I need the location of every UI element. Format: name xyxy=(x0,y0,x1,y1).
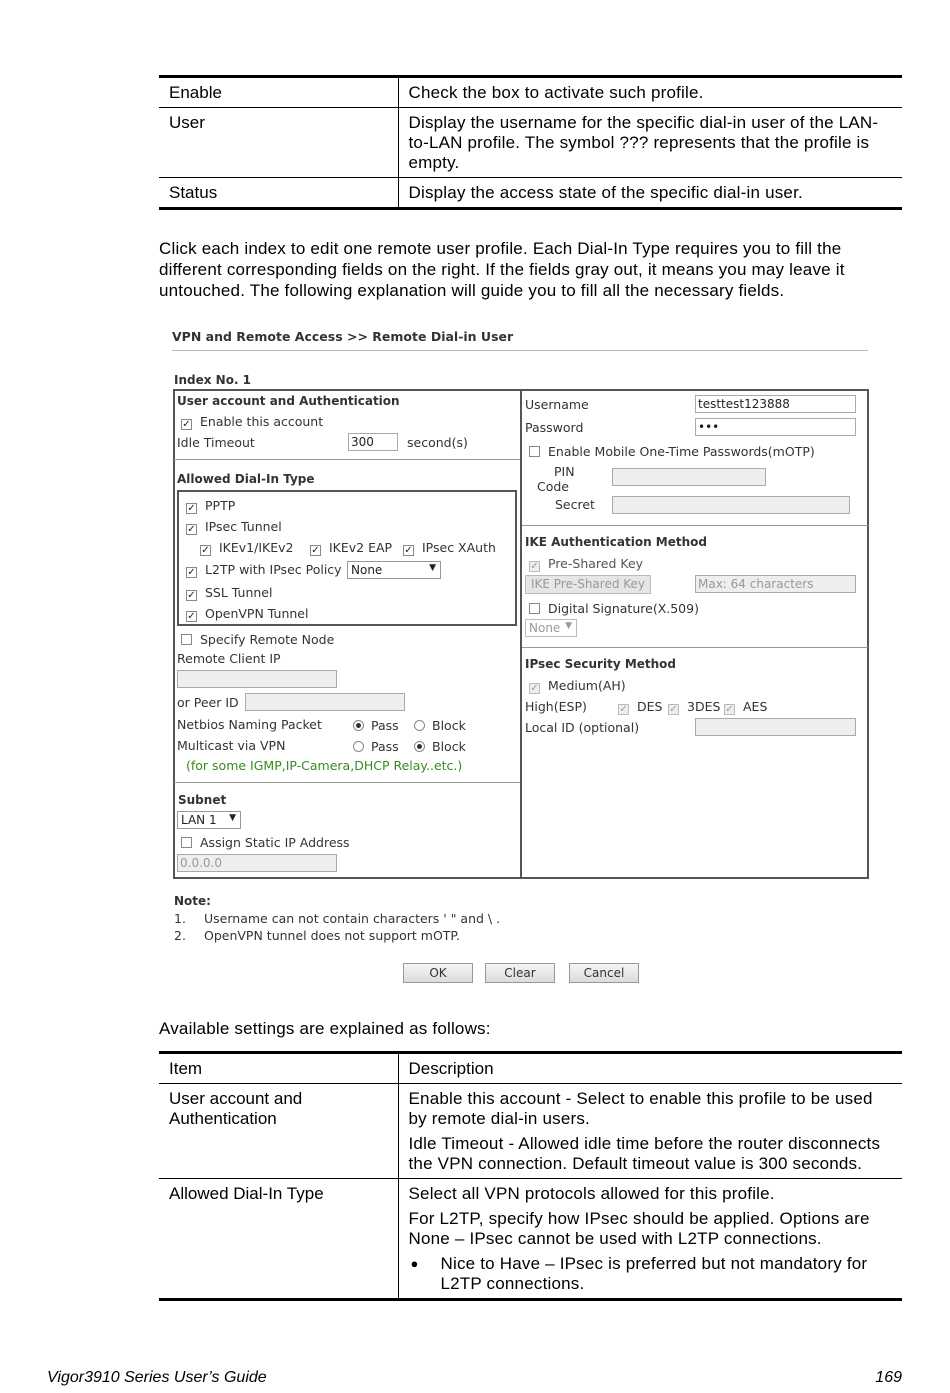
breadcrumb: VPN and Remote Access >> Remote Dial-in User xyxy=(172,329,514,344)
openvpn-checkbox[interactable]: ✓ xyxy=(187,611,196,622)
allowed-section-title: Allowed Dial-In Type xyxy=(177,472,315,486)
netbios-pass-radio[interactable] xyxy=(353,720,364,731)
ike-section-title: IKE Authentication Method xyxy=(525,535,707,549)
table-header-row xyxy=(159,1053,902,1084)
table-cell-desc: Check the box to activate such profile. xyxy=(398,77,902,108)
note-item: 2. OpenVPN tunnel does not support mOTP. xyxy=(174,928,460,943)
page-number: 169 xyxy=(875,1369,902,1386)
aes-option[interactable]: ✓ AES xyxy=(725,699,768,715)
table-cell-item: User xyxy=(159,108,398,178)
ikev1-option[interactable]: ✓ IKEv1/IKEv2 xyxy=(201,540,294,556)
3des-checkbox[interactable]: ✓ xyxy=(669,704,678,715)
l2tp-option[interactable]: ✓ L2TP with IPsec Policy xyxy=(187,562,342,578)
pre-shared-checkbox[interactable]: ✓ xyxy=(530,561,539,572)
table-row xyxy=(159,178,902,209)
multicast-block-radio[interactable] xyxy=(414,741,425,752)
ipsec-tunnel-checkbox[interactable]: ✓ xyxy=(187,524,196,535)
divider xyxy=(522,525,868,526)
router-screenshot xyxy=(160,320,880,990)
intro-paragraph: Click each index to edit one remote user profile. Each Dial-In Type requires you to fill the different corresponding fields on the right. If the fields gray out, it means you may leave it untouched. The following explanation will guide you to fill all the necessary fields. xyxy=(159,239,845,300)
ipsec-section-title: IPsec Security Method xyxy=(525,657,677,671)
desc-paragraph: Select all VPN protocols allowed for this profile. xyxy=(408,1184,775,1203)
multicast-pass-option[interactable]: Pass xyxy=(353,739,399,754)
enable-account-checkbox[interactable]: ✓ xyxy=(182,419,191,430)
chevron-down-icon: ▼ xyxy=(429,563,436,573)
subnet-select[interactable]: LAN 1 ▼ xyxy=(177,811,241,829)
pin-label: PIN xyxy=(554,464,575,479)
ike-psk-button[interactable]: IKE Pre-Shared Key xyxy=(525,575,651,594)
psk-input[interactable]: Max: 64 characters xyxy=(695,575,856,593)
idle-timeout-input[interactable]: 300 xyxy=(348,433,398,451)
ikev2-eap-checkbox[interactable]: ✓ xyxy=(311,545,320,556)
subnet-section-title: Subnet xyxy=(178,793,227,807)
specify-remote-checkbox[interactable] xyxy=(181,634,192,645)
chevron-down-icon: ▼ xyxy=(565,621,572,631)
password-label: Password xyxy=(525,420,584,435)
chevron-down-icon: ▼ xyxy=(229,813,236,823)
table-row xyxy=(159,108,902,178)
multicast-pass-radio[interactable] xyxy=(353,741,364,752)
ikev1-checkbox[interactable]: ✓ xyxy=(201,545,210,556)
medium-ah-checkbox[interactable]: ✓ xyxy=(530,683,539,694)
available-settings-text: Available settings are explained as follows: xyxy=(159,1019,491,1038)
netbios-label: Netbios Naming Packet xyxy=(177,717,322,732)
des-checkbox[interactable]: ✓ xyxy=(619,704,628,715)
table-cell-item: User account and Authentication xyxy=(159,1084,398,1179)
assign-static-checkbox[interactable] xyxy=(181,837,192,848)
local-id-input[interactable] xyxy=(695,718,856,736)
ipsec-tunnel-option[interactable]: ✓ IPsec Tunnel xyxy=(187,519,282,535)
ssl-tunnel-checkbox[interactable]: ✓ xyxy=(187,590,196,601)
remote-client-ip-label: Remote Client IP xyxy=(177,651,281,666)
table-row xyxy=(159,1179,902,1300)
desc-paragraph: For L2TP, specify how IPsec should be applied. Options are None – IPsec cannot be used with L2TP connections. xyxy=(408,1209,870,1248)
ipsec-xauth-option[interactable]: ✓ IPsec XAuth xyxy=(404,540,496,556)
index-label: Index No. 1 xyxy=(174,373,252,387)
des-option[interactable]: ✓ DES xyxy=(619,699,663,715)
high-esp-label: High(ESP) xyxy=(525,699,587,714)
pptp-checkbox[interactable]: ✓ xyxy=(187,503,196,514)
specify-remote-option[interactable]: Specify Remote Node xyxy=(181,632,334,647)
openvpn-option[interactable]: ✓ OpenVPN Tunnel xyxy=(187,606,309,622)
secret-label: Secret xyxy=(555,497,595,512)
password-input[interactable]: ••• xyxy=(695,418,856,436)
divider xyxy=(174,782,520,783)
l2tp-checkbox[interactable]: ✓ xyxy=(187,567,196,578)
multicast-block-option[interactable]: Block xyxy=(414,739,466,754)
note-item: 1. Username can not contain characters ' " and \ . xyxy=(174,911,501,926)
cancel-button[interactable]: Cancel xyxy=(569,963,639,983)
username-input[interactable]: testtest123888 xyxy=(695,395,856,413)
pin-code-input[interactable] xyxy=(612,468,766,486)
code-label: Code xyxy=(537,479,570,494)
signature-select[interactable]: None ▼ xyxy=(525,619,577,637)
bullet-icon: ● xyxy=(410,1256,419,1271)
idle-timeout-unit: second(s) xyxy=(407,435,468,450)
motp-checkbox[interactable] xyxy=(529,446,540,457)
note-title: Note: xyxy=(174,894,211,908)
netbios-block-radio[interactable] xyxy=(414,720,425,731)
table-cell-desc: Display the access state of the specific dial-in user. xyxy=(398,178,902,209)
divider xyxy=(522,647,868,648)
table-cell-desc: Display the username for the specific dial-in user of the LAN-to-LAN profile. The symbol ??? represents that the profile is empty. xyxy=(398,108,902,178)
multicast-note: (for some IGMP,IP-Camera,DHCP Relay..etc.) xyxy=(186,758,463,773)
desc-paragraph: Idle Timeout - Allowed idle time before the router disconnects the VPN connection. Default timeout value is 300 seconds. xyxy=(408,1134,881,1173)
peer-id-input[interactable] xyxy=(245,693,405,711)
list-item: ● Nice to Have – IPsec is preferred but not mandatory for L2TP connections. xyxy=(410,1254,868,1293)
3des-option[interactable]: ✓ 3DES xyxy=(669,699,721,715)
motp-option[interactable]: Enable Mobile One-Time Passwords(mOTP) xyxy=(529,444,815,459)
ssl-tunnel-option[interactable]: ✓ SSL Tunnel xyxy=(187,585,273,601)
medium-ah-option[interactable]: ✓ Medium(AH) xyxy=(530,678,626,694)
netbios-block-option[interactable]: Block xyxy=(414,718,466,733)
idle-timeout-label: Idle Timeout xyxy=(177,435,255,450)
table-cell-desc xyxy=(398,1179,902,1300)
table-cell-item: Allowed Dial-In Type xyxy=(159,1179,398,1300)
digital-signature-checkbox[interactable] xyxy=(529,603,540,614)
header-description: Description xyxy=(398,1053,902,1084)
desc-paragraph: Enable this account - Select to enable this profile to be used by remote dial-in users. xyxy=(408,1089,873,1128)
static-ip-input[interactable]: 0.0.0.0 xyxy=(177,854,337,872)
enable-account-option[interactable]: ✓ Enable this account xyxy=(182,414,324,430)
digital-signature-option[interactable]: Digital Signature(X.509) xyxy=(529,601,699,616)
table-cell-item: Enable xyxy=(159,77,398,108)
clear-button[interactable]: Clear xyxy=(485,963,555,983)
peer-id-label: or Peer ID xyxy=(177,695,239,710)
account-section-title: User account and Authentication xyxy=(177,394,400,408)
ipsec-xauth-checkbox[interactable]: ✓ xyxy=(404,545,413,556)
aes-checkbox[interactable]: ✓ xyxy=(725,704,734,715)
multicast-label: Multicast via VPN xyxy=(177,738,286,753)
ok-button[interactable]: OK xyxy=(403,963,473,983)
username-label: Username xyxy=(525,397,589,412)
ikev2-eap-option[interactable]: ✓ IKEv2 EAP xyxy=(311,540,393,556)
secret-input[interactable] xyxy=(612,496,850,514)
l2tp-policy-select[interactable]: None ▼ xyxy=(347,561,441,579)
footer-title: Vigor3910 Series User’s Guide xyxy=(47,1369,267,1386)
table-row xyxy=(159,77,902,108)
profile-status-table xyxy=(159,75,902,210)
remote-client-ip-input[interactable] xyxy=(177,670,337,688)
table-cell-desc xyxy=(398,1084,902,1179)
settings-table xyxy=(159,1051,902,1301)
pre-shared-option[interactable]: ✓ Pre-Shared Key xyxy=(530,556,644,572)
header-item: Item xyxy=(159,1053,398,1084)
pptp-option[interactable]: ✓ PPTP xyxy=(187,498,236,514)
assign-static-option[interactable]: Assign Static IP Address xyxy=(181,835,350,850)
table-cell-item: Status xyxy=(159,178,398,209)
column-divider xyxy=(520,390,522,878)
table-row xyxy=(159,1084,902,1179)
divider xyxy=(174,459,520,460)
divider xyxy=(172,350,868,351)
netbios-pass-option[interactable]: Pass xyxy=(353,718,399,733)
local-id-label: Local ID (optional) xyxy=(525,720,640,735)
